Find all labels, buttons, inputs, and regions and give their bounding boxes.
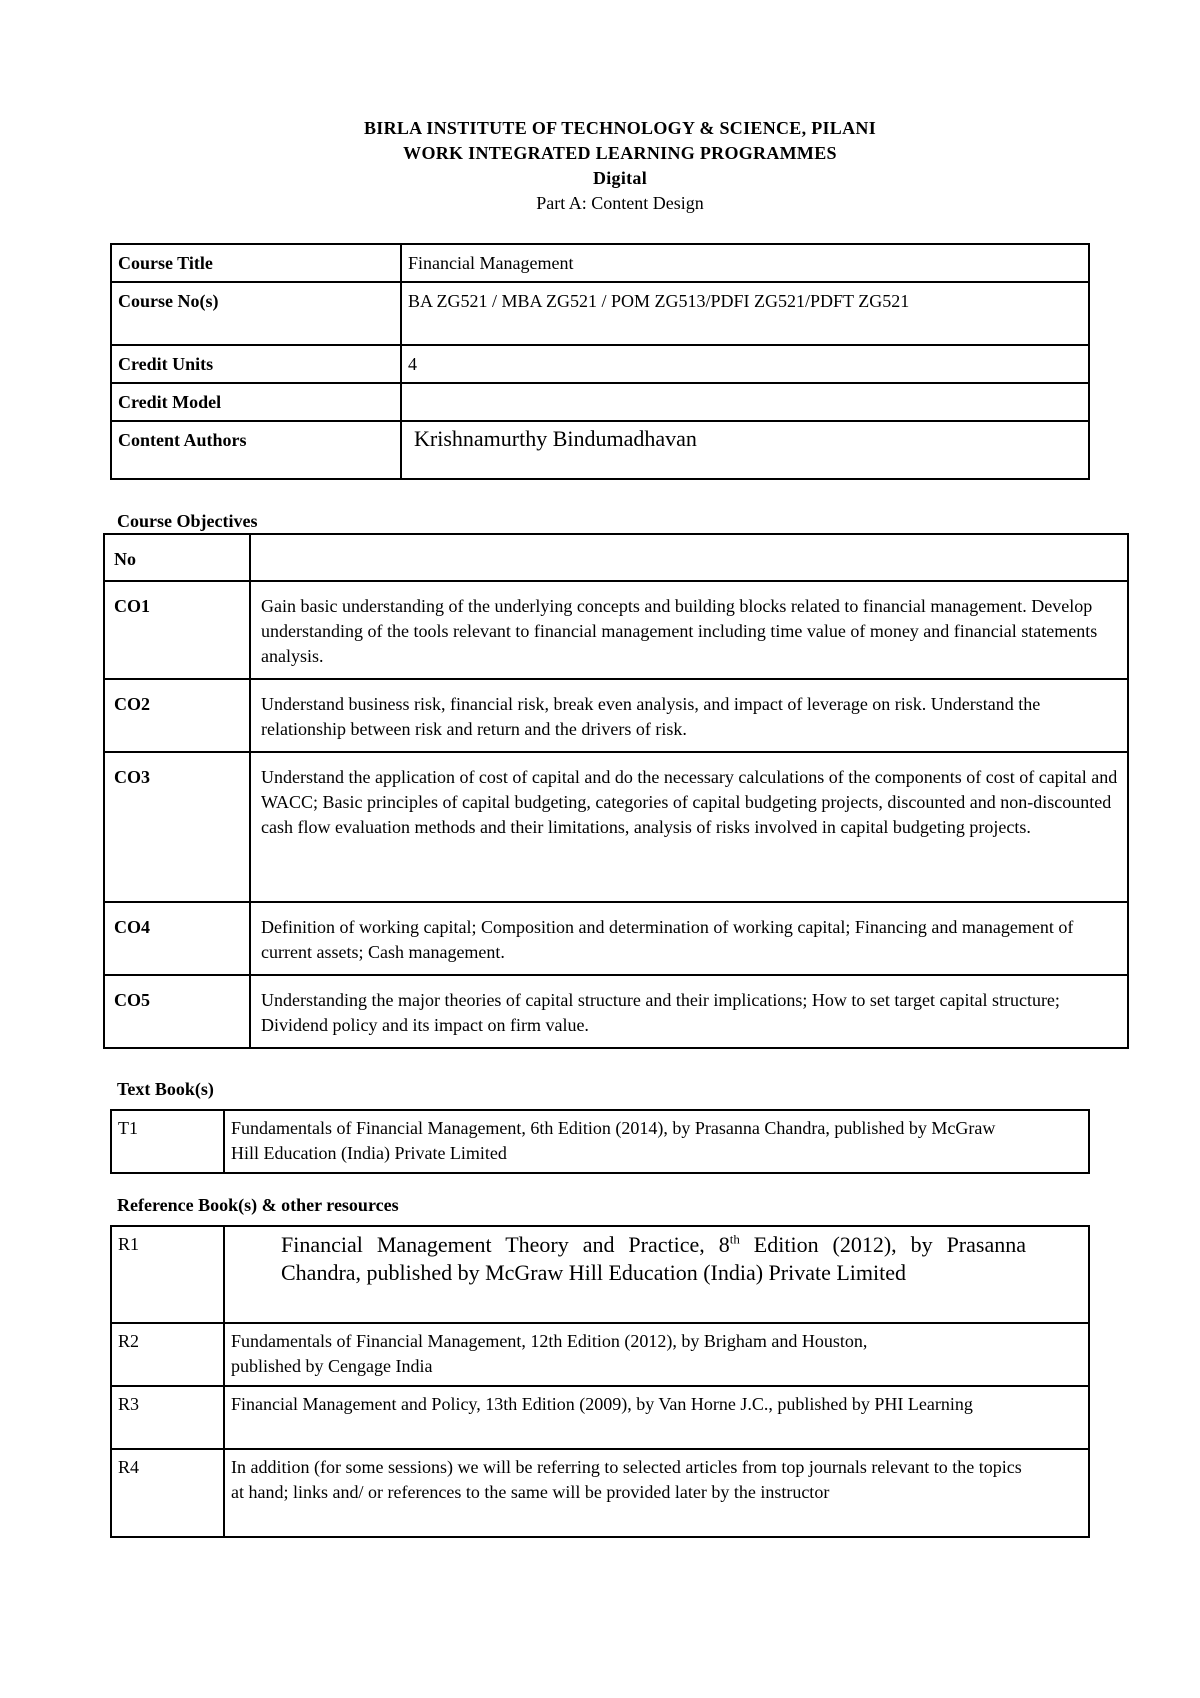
objective-text: Understand the application of cost of capital and do the necessary calculations of the components of cost of capital and WACC; Basic principles of capital budgeting, categories of capital budgeting projects, discounted and non-discounted cash flow evaluation methods and their limitations, analysis of risks involved in capital budgeting projects.: [250, 752, 1128, 902]
course-no-label: Course No(s): [111, 282, 401, 345]
table-row: [104, 581, 1128, 679]
course-no-value: BA ZG521 / MBA ZG521 / POM ZG513/PDFI ZG521/PDFT ZG521: [401, 282, 1089, 345]
objectives-header-no: No: [104, 534, 250, 581]
credit-units-label: Credit Units: [111, 345, 401, 383]
course-title-value: Financial Management: [401, 244, 1089, 282]
credit-units-value: 4: [401, 345, 1089, 383]
content-authors-value: Krishnamurthy Bindumadhavan: [401, 421, 1089, 479]
course-objectives-table: [103, 533, 1129, 1049]
programme-name: WORK INTEGRATED LEARNING PROGRAMMES: [403, 143, 837, 163]
objective-id: CO1: [104, 581, 250, 679]
reference-superscript: th: [729, 1231, 740, 1247]
document-header: [0, 116, 1200, 216]
reference-books-title: Reference Book(s) & other resources: [117, 1195, 399, 1215]
table-row: [111, 383, 1089, 421]
credit-model-value: [401, 383, 1089, 421]
table-row: [111, 244, 1089, 282]
part-title: Part A: Content Design: [536, 193, 704, 213]
text-books-title: Text Book(s): [117, 1079, 214, 1099]
objective-id: CO3: [104, 752, 250, 902]
reference-text: Fundamentals of Financial Management, 12th Edition (2012), by Brigham and Houston, published by Cengage India: [224, 1323, 1089, 1386]
table-row: [111, 345, 1089, 383]
objective-id: CO5: [104, 975, 250, 1048]
delivery-mode: Digital: [592, 168, 648, 188]
table-row: [104, 752, 1128, 902]
course-info-table: [110, 243, 1090, 480]
objective-id: CO4: [104, 902, 250, 975]
objective-text: Gain basic understanding of the underlying concepts and building blocks related to financial management. Develop understanding of the tools relevant to financial management including time value of money and financial statements analysis.: [250, 581, 1128, 679]
reference-text: Financial Management and Policy, 13th Edition (2009), by Van Horne J.C., published by PHI Learning: [224, 1386, 1089, 1449]
reference-books-table: [110, 1225, 1090, 1538]
course-title-label: Course Title: [111, 244, 401, 282]
objectives-header-blank: [250, 534, 1128, 581]
table-row: [104, 975, 1128, 1048]
table-row: [104, 679, 1128, 752]
reference-text: In addition (for some sessions) we will be referring to selected articles from top journals relevant to the topics at hand; links and/ or references to the same will be provided later by the instructor: [224, 1449, 1089, 1537]
table-row: [111, 1110, 1089, 1173]
table-row: [111, 1386, 1089, 1449]
reference-text-part: Edition (2012), by Prasanna Chandra, published by McGraw Hill Education (India) Private Limited: [281, 1232, 1026, 1285]
objective-id: CO2: [104, 679, 250, 752]
table-row: [111, 1449, 1089, 1537]
reference-text-part: Financial Management Theory and Practice, 8: [281, 1232, 730, 1257]
reference-text: [224, 1226, 1089, 1323]
table-row: [111, 1323, 1089, 1386]
table-row: [111, 282, 1089, 345]
reference-id: R2: [111, 1323, 224, 1386]
objective-text: Understanding the major theories of capital structure and their implications; How to set target capital structure; Dividend policy and its impact on firm value.: [250, 975, 1128, 1048]
reference-id: R1: [111, 1226, 224, 1323]
table-row: [111, 1226, 1089, 1323]
textbook-text: Fundamentals of Financial Management, 6th Edition (2014), by Prasanna Chandra, published by McGraw Hill Education (India) Private Limited: [224, 1110, 1089, 1173]
textbook-id: T1: [111, 1110, 224, 1173]
content-authors-label: Content Authors: [111, 421, 401, 479]
course-objectives-title: Course Objectives: [117, 511, 258, 531]
credit-model-label: Credit Model: [111, 383, 401, 421]
reference-id: R4: [111, 1449, 224, 1537]
table-row: [104, 902, 1128, 975]
table-row: [111, 421, 1089, 479]
reference-id: R3: [111, 1386, 224, 1449]
institute-name: BIRLA INSTITUTE OF TECHNOLOGY & SCIENCE, PILANI: [363, 118, 877, 138]
table-row: [104, 534, 1128, 581]
objective-text: Definition of working capital; Composition and determination of working capital; Financing and management of current assets; Cash management.: [250, 902, 1128, 975]
text-books-table: [110, 1109, 1090, 1174]
objective-text: Understand business risk, financial risk, break even analysis, and impact of leverage on risk. Understand the relationship between risk and return and the drivers of risk.: [250, 679, 1128, 752]
